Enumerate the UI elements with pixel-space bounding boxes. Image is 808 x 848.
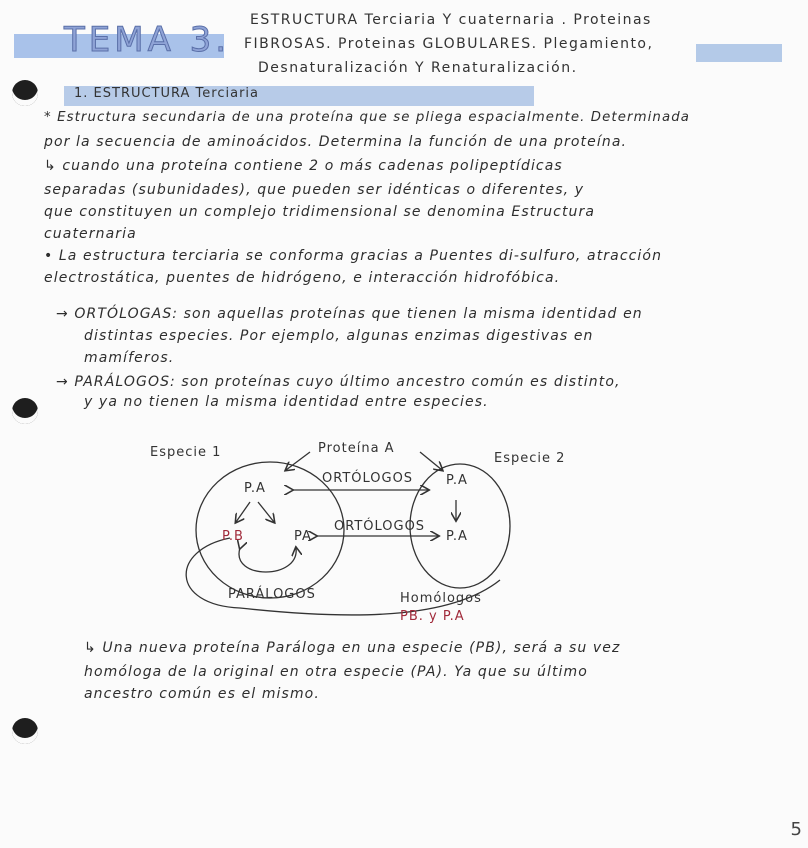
body-line: cuaternaria	[44, 226, 137, 242]
footer-line: homóloga de la original en otra especie (PA). Ya que su último	[84, 664, 588, 680]
binder-hole	[12, 718, 38, 744]
binder-hole	[12, 80, 38, 106]
title-line-3: Desnaturalización Y Renaturalización.	[258, 60, 578, 76]
body-line: * Estructura secundaria de una proteína que se pliega espacialmente. Determinada	[44, 110, 690, 125]
body-line: separadas (subunidades), que pueden ser idénticas o diferentes, y	[44, 182, 585, 198]
body-line: por la secuencia de aminoácidos. Determina la función de una proteína.	[44, 134, 628, 150]
ortologos-top-label: ORTÓLOGOS	[322, 471, 414, 486]
body-line: y ya no tienen la misma identidad entre especies.	[84, 394, 489, 410]
body-line: que constituyen un complejo tridimensional se denomina Estructura	[44, 204, 596, 220]
body-line: • La estructura terciaria se conforma gracias a Puentes di-sulfuro, atracción	[44, 248, 663, 264]
paralogos-label: PARÁLOGOS	[228, 587, 316, 602]
page-number: 5	[790, 819, 802, 840]
title-highlight-right	[696, 44, 782, 62]
body-line: → PARÁLOGOS: son proteínas cuyo último ancestro común es distinto,	[56, 374, 621, 390]
body-line: distintas especies. Por ejemplo, algunas enzimas digestivas en	[84, 328, 594, 344]
especie-2-label: Especie 2	[494, 451, 566, 466]
proteina-a-label: Proteína A	[318, 441, 395, 456]
body-line: ↳ cuando una proteína contiene 2 o más cadenas polipeptídicas	[44, 158, 563, 174]
footer-line: ancestro común es el mismo.	[84, 686, 320, 702]
pa-species2-top-label: P.A	[446, 473, 468, 488]
ortologos-bottom-label: ORTÓLOGOS	[334, 519, 426, 534]
body-line: → ORTÓLOGAS: son aquellas proteínas que tienen la misma identidad en	[56, 306, 643, 322]
paralogos-arrow	[239, 548, 296, 572]
title-line-2: FIBROSAS. Proteinas GLOBULARES. Plegamiento,	[244, 36, 654, 52]
pa-species2-lower-label: P.A	[446, 529, 468, 544]
tema-title: TEMA 3.	[64, 20, 231, 60]
orthologs-paralogs-diagram	[150, 430, 670, 630]
binder-hole	[12, 398, 38, 424]
pa-species1-lower-label: PA	[294, 529, 312, 544]
section-heading: 1. ESTRUCTURA Terciaria	[74, 86, 259, 101]
title-line-1: ESTRUCTURA Terciaria Y cuaternaria . Proteinas	[250, 12, 652, 28]
body-line: mamíferos.	[84, 350, 175, 366]
homologos-label: Homólogos	[400, 591, 482, 606]
pb-label: P.B	[222, 529, 244, 544]
pa-species1-label: P.A	[244, 481, 266, 496]
footer-line: ↳ Una nueva proteína Paráloga en una especie (PB), será a su vez	[84, 640, 621, 656]
homologos-sub-label: PB. y P.A	[400, 609, 465, 624]
especie-1-label: Especie 1	[150, 445, 222, 460]
body-line: electrostática, puentes de hidrógeno, e interacción hidrofóbica.	[44, 270, 561, 286]
